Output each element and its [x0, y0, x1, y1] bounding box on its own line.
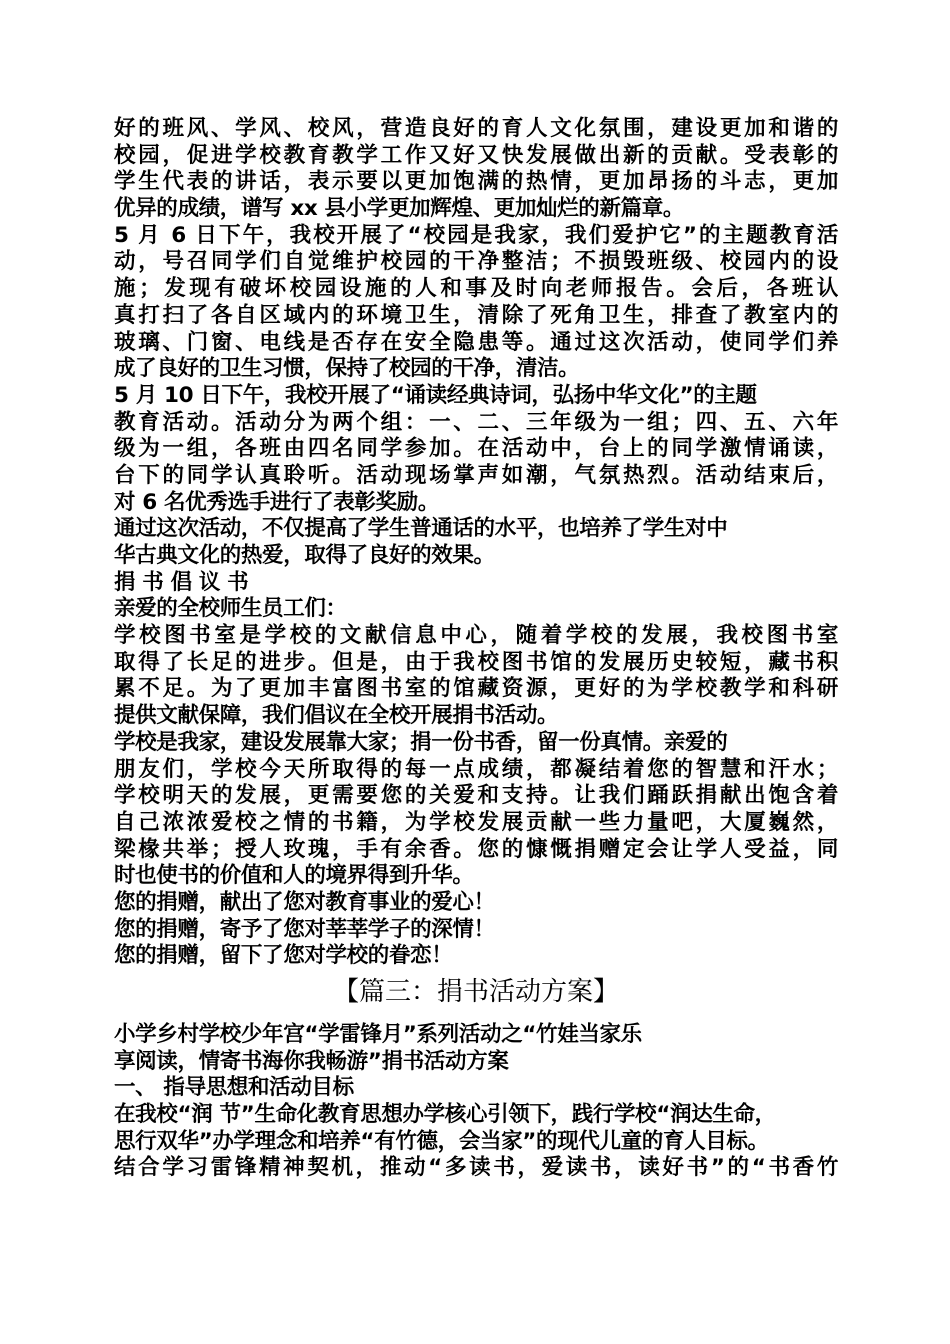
text-line: 取得了长足的进步。但是，由于我校图书馆的发展历史较短，藏书积	[114, 649, 838, 675]
subsection-heading: 一、 指导思想和活动目标	[114, 1075, 354, 1101]
text-line: 自己浓浓爱校之情的书籍，为学校发展贡献一些力量吧，大厦巍然，	[114, 809, 838, 835]
text-line: 动，号召同学们自觉维护校园的干净整洁；不损毁班级、校园内的设	[114, 249, 838, 275]
text-line: 学校明天的发展，更需要您的关爱和支持。让我们踊跃捐献出饱含着	[114, 783, 838, 809]
proposal-title: 捐 书 倡 议 书	[114, 569, 249, 595]
text-line: 对 6 名优秀选手进行了表彰奖励。	[114, 489, 439, 515]
text-line: 玻璃、门窗、电线是否存在安全隐患等。通过这次活动，使同学们养	[114, 329, 838, 355]
text-line: 校园，促进学校教育教学工作又好又快发展做出新的贡献。受表彰的	[114, 142, 838, 168]
text-line: 5 月 6 日下午，我校开展了“校园是我家，我们爱护它”的主题教育活	[114, 222, 838, 248]
text-line: 成了良好的卫生习惯，保持了校园的干净，清洁。	[114, 356, 580, 382]
text-line: 时也使书的价值和人的境界得到升华。	[114, 863, 474, 889]
body-text-block-2	[114, 1022, 838, 1182]
text-line: 施；发现有破坏校园设施的人和事及时向老师报告。会后，各班认	[114, 276, 838, 302]
plan-title-line: 享阅读，情寄书海你我畅游”捐书活动方案	[114, 1048, 509, 1074]
text-line: 梁椽共举；授人玫瑰，手有余香。您的慷慨捐赠定会让学人受益，同	[114, 836, 838, 862]
salutation: 亲爱的全校师生员工们：	[114, 596, 347, 622]
text-line: 好的班风、学风、校风，营造良好的育人文化氛围，建设更加和谐的	[114, 116, 838, 141]
text-line: 累不足。为了更加丰富图书室的馆藏资源，更好的为学校教学和科研	[114, 676, 838, 702]
text-line: 朋友们，学校今天所取得的每一点成绩，都凝结着您的智慧和汗水；	[114, 756, 838, 782]
text-line: 通过这次活动，不仅提高了学生普通话的水平，也培养了学生对中	[114, 516, 728, 542]
text-line: 优异的成绩，谱写 xx 县小学更加辉煌、更加灿烂的新篇章。	[114, 196, 685, 222]
text-line: 学校图书室是学校的文献信息中心，随着学校的发展，我校图书室	[114, 623, 838, 649]
text-line: 华古典文化的热爱，取得了良好的效果。	[114, 543, 495, 568]
text-line: 您的捐赠，献出了您对教育事业的爱心！	[114, 889, 495, 915]
text-line: 学校是我家，建设发展靠大家；捐一份书香，留一份真情。亲爱的	[114, 729, 728, 755]
text-line: 在我校“润 节”生命化教育思想办学核心引领下，践行学校“润达生命，	[114, 1102, 776, 1128]
text-line: 思行双华”办学理念和培养“有竹德，会当家”的现代儿童的育人目标。	[114, 1128, 769, 1154]
section-heading: 【篇三：捐书活动方案】	[332, 977, 619, 1007]
plan-title-line: 小学乡村学校少年宫“学雷锋月”系列活动之“竹娃当家乐	[114, 1022, 642, 1047]
text-line: 您的捐赠，留下了您对学校的眷恋！	[114, 943, 453, 969]
text-line: 学生代表的讲话，表示要以更加饱满的热情，更加昂扬的斗志，更加	[114, 169, 838, 195]
text-line: 结合学习雷锋精神契机，推动“多读书，爱读书，读好书”的“书香竹	[114, 1155, 838, 1181]
text-line: 教育活动。活动分为两个组：一、二、三年级为一组；四、五、六年	[114, 409, 838, 435]
text-line: 您的捐赠，寄予了您对莘莘学子的深情！	[114, 916, 495, 942]
text-line: 级为一组，各班由四名同学参加。在活动中，台上的同学激情诵读，	[114, 436, 838, 462]
text-line: 提供文献保障，我们倡议在全校开展捐书活动。	[114, 703, 559, 729]
text-line: 台下的同学认真聆听。活动现场掌声如潮，气氛热烈。活动结束后，	[114, 462, 838, 488]
document-page	[114, 116, 838, 1182]
text-line: 真打扫了各自区域内的环境卫生，清除了死角卫生，排查了教室内的	[114, 302, 838, 328]
text-line: 5 月 10 日下午，我校开展了“诵读经典诗词，弘扬中华文化”的主题	[114, 382, 757, 408]
body-text-block-1	[114, 116, 838, 970]
